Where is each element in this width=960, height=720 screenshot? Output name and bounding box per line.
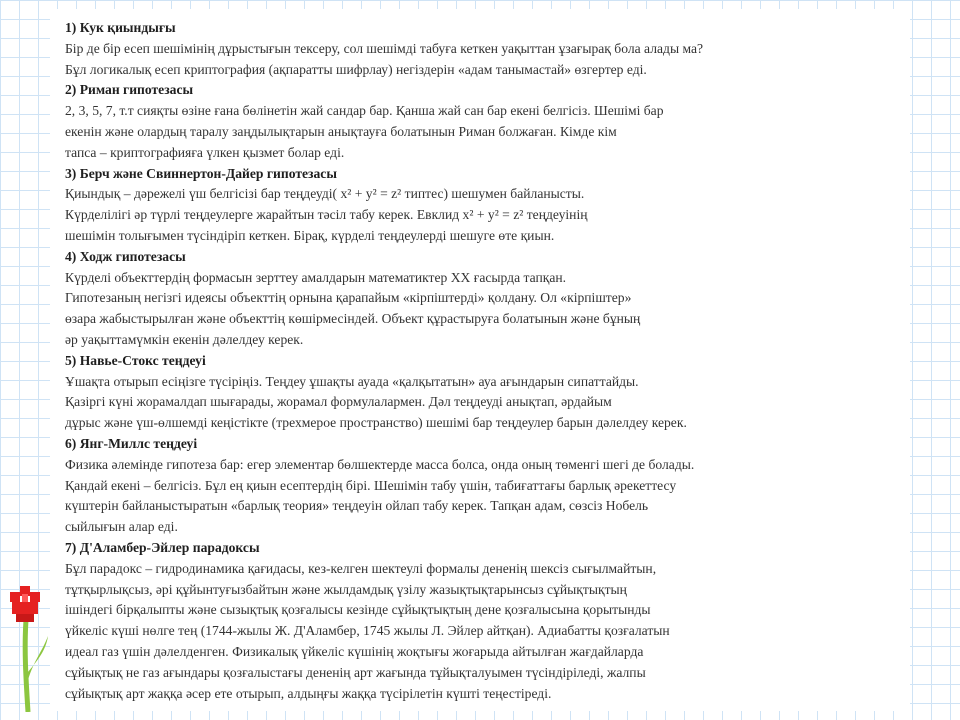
paragraph-line: сұйықтық не газ ағындары қозғалыстағы дененің арт жағында тұйықталуымен түсіндіріледі, жалпы — [65, 664, 646, 680]
text-panel — [50, 9, 910, 711]
paragraph-line: Ұшақта отырып есіңізге түсіріңіз. Теңдеу ұшақты ауада «қалқытатын» ауа ағындарын сипаттайды. — [65, 373, 639, 389]
tulip-flower-icon — [6, 580, 50, 712]
paragraph-line: 2, 3, 5, 7, т.т сияқты өзіне ғана бөлінетін жай сандар бар. Қанша жай сан бар екені белгісіз. Шешімі бар — [65, 103, 664, 119]
section-heading: 1) Кук қиындығы — [65, 20, 176, 35]
paragraph-line: тапса – криптографияға үлкен қызмет болар еді. — [65, 144, 345, 160]
paragraph-line: ішіндегі бірқалыпты және сызықтық қозғалысы кезінде сұйықтықтың дене қозғалысына қорытынды — [65, 602, 651, 618]
paragraph-line: тұтқырлықсыз, әрі құйынтуғызбайтын және жылдамдық үзілу жазықтықтарынсыз сұйықтықтың — [65, 581, 627, 597]
section-heading: 7) Д'Аламбер-Эйлер парадоксы — [65, 539, 260, 555]
paragraph-line: Физика әлемінде гипотеза бар: егер элементар бөлшектерде масса болса, онда оның төменгі шегі де болады. — [65, 456, 695, 472]
paragraph-line: Қиындық – дәрежелі үш белгісізі бар теңдеуді( x² + y² = z² типтес) шешумен байланысты. — [65, 186, 585, 202]
paragraph-line: үйкеліс күші нөлге тең (1744-жылы Ж. Д'Аламбер, 1745 жылы Л. Эйлер айтқан). Адиабатты қозғалатын — [65, 623, 670, 639]
section-heading: 4) Ходж гипотезасы — [65, 248, 186, 264]
paragraph-line: Бір де бір есеп шешімінің дұрыстығын тексеру, сол шешімді табуға кеткен уақыттан ұзағырақ бола алады ма? — [65, 40, 704, 56]
section-heading: 3) Берч және Свиннертон-Дайер гипотезасы — [65, 165, 337, 181]
paragraph-line: Бұл логикалық есеп криптография (ақпаратты шифрлау) негіздерін «адам танымастай» өзгертер еді. — [65, 61, 647, 77]
paragraph-line: сұйықтық арт жаққа әсер ете отырып, алдыңғы жаққа түсірілетін күшті теңестіреді. — [65, 685, 552, 701]
paragraph-line: Гипотезаның негізгі идеясы объекттің орнына қарапайым «кірпіштерді» қолдану. Ол «кірпіштер» — [65, 290, 632, 306]
paragraph-line: Күрделілігі әр түрлі теңдеулерге жарайтын тәсіл табу керек. Евклид x² + y² = z² теңдеуінің — [65, 207, 588, 223]
section-heading: 5) Навье-Стокс теңдеуі — [65, 352, 206, 368]
paragraph-line: сыйлығын алар еді. — [65, 519, 178, 535]
paragraph-line: Күрделі объекттердің формасын зерттеу амалдарын математиктер XX ғасырда тапқан. — [65, 269, 567, 285]
document-body — [65, 18, 905, 704]
paragraph-line: Қандай екені – белгісіз. Бұл ең қиын есептердің бірі. Шешімін табу үшін, табиғаттағы барлық әрекеттесу — [65, 477, 677, 493]
paragraph-line: шешімін толығымен түсіндіріп кеткен. Бірақ, күрделі теңдеулерді шешуге өте қиын. — [65, 227, 555, 243]
paragraph-line: идеал газ үшін дәлелденген. Физикалық үйкеліс күшінің жоқтығы жоғарыда айтылған жағдайларда — [65, 643, 644, 659]
paragraph-line: күштерін байланыстыратын «барлық теория» теңдеуін ойлап табу керек. Тапқан адам, сөзсіз Нобель — [65, 498, 649, 514]
paragraph-line: Қазіргі күні жорамалдап шығарады, жорамал формулалармен. Дәл теңдеуді анықтап, әрдайым — [65, 394, 612, 410]
paragraph-line: Бұл парадокс – гидродинамика қағидасы, кез-келген шектеулі формалы дененің шексіз сығылмайтын, — [65, 560, 657, 576]
paragraph-line: өзара жабыстырылған және объекттің көшірмесіндей. Объект құрастыруға болатынын және бұның — [65, 311, 641, 327]
section-heading: 2) Риман гипотезасы — [65, 82, 194, 98]
paragraph-line: екенін және олардың таралу заңдылықтарын анықтауға болатынын Риман болжаған. Кімде кім — [65, 123, 617, 139]
paragraph-line: әр уақыттамүмкін екенін дәлелдеу керек. — [65, 331, 304, 347]
paragraph-line: дұрыс және үш-өлшемді кеңістікте (трехмерое пространство) шешімі бар теңдеулер барын дәлелдеу керек. — [65, 415, 687, 431]
section-heading: 6) Янг-Миллс теңдеуі — [65, 435, 198, 451]
